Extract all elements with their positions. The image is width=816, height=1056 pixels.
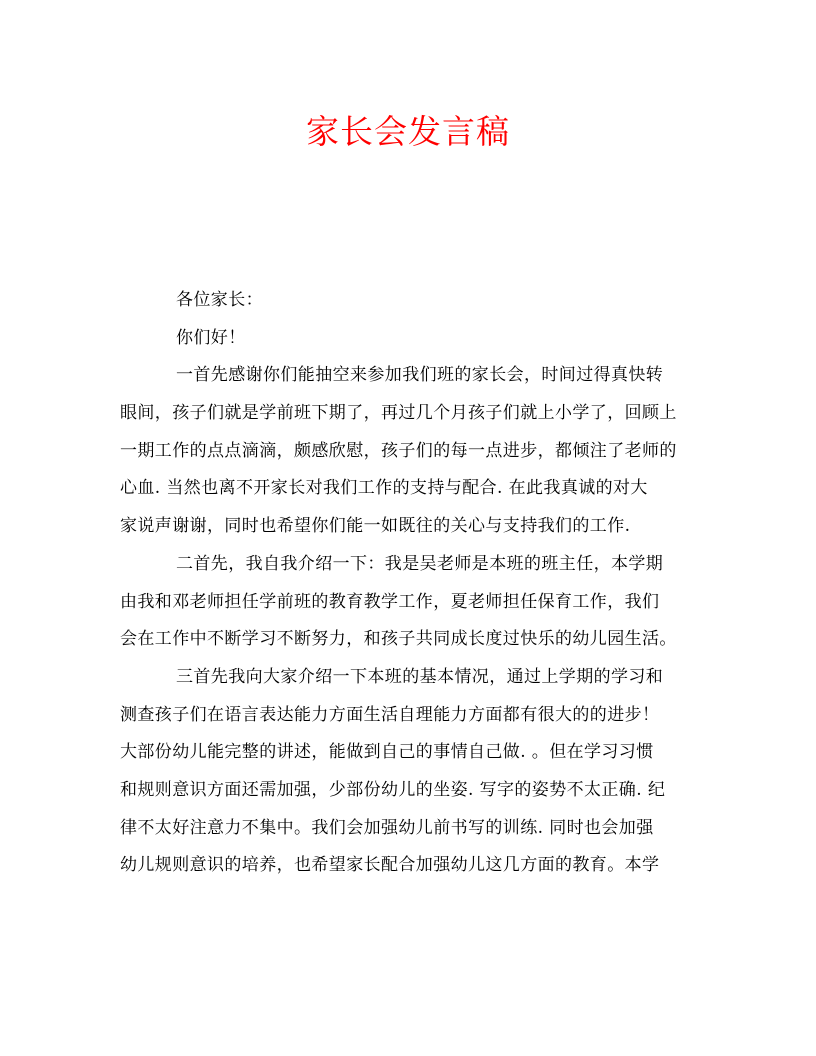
- body-line: 由我和邓老师担任学前班的教育教学工作，夏老师担任保育工作，我们: [120, 591, 660, 612]
- body-line: 三首先我向大家介绍一下本班的基本情况，通过上学期的学习和: [176, 666, 664, 687]
- document-body: [120, 282, 700, 885]
- document-title: 家长会发言稿: [306, 112, 510, 151]
- body-line: 一期工作的点点滴滴，颇感欣慰，孩子们的每一点进步，都倾注了老师的: [120, 440, 677, 461]
- body-line: 大部份幼儿能完整的讲述，能做到自己的事情自己做. 。但在学习习惯: [120, 742, 654, 763]
- body-line: 你们好！: [176, 327, 246, 348]
- body-line: 测查孩子们在语言表达能力方面生活自理能力方面都有很大的的进步！: [120, 704, 660, 725]
- body-line: 一首先感谢你们能抽空来参加我们班的家长会，时间过得真快转: [176, 365, 664, 386]
- body-line: 会在工作中不断学习不断努力，和孩子共同成长度过快乐的幼儿园生活。: [120, 629, 677, 650]
- body-line: 各位家长：: [176, 290, 263, 310]
- body-line: 和规则意识方面还需加强，少部份幼儿的坐姿. 写字的姿势不太正确. 纪: [120, 779, 666, 800]
- body-line: 心血. 当然也离不开家长对我们工作的支持与配合. 在此我真诚的对大: [120, 478, 648, 499]
- body-line: 律不太好注意力不集中。我们会加强幼儿前书写的训练. 同时也会加强: [120, 817, 654, 838]
- body-line: 二首先，我自我介绍一下：我是吴老师是本班的班主任，本学期: [176, 553, 664, 574]
- body-line: 幼儿规则意识的培养，也希望家长配合加强幼儿这几方面的教育。本学: [120, 855, 660, 876]
- body-line: 眼间，孩子们就是学前班下期了，再过几个月孩子们就上小学了，回顾上: [120, 403, 677, 424]
- body-line: 家说声谢谢，同时也希望你们能一如既往的关心与支持我们的工作.: [120, 516, 631, 537]
